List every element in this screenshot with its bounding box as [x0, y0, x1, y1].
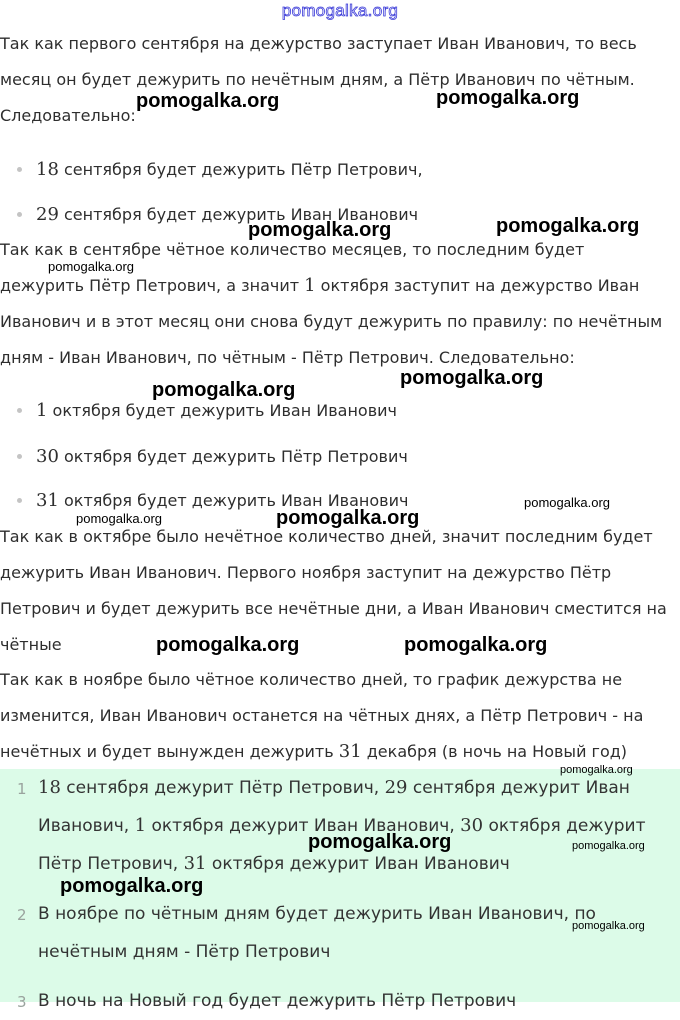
answer-index: 2 [17, 906, 27, 924]
list-item-text: сентября будет дежурить Пётр Петрович, [58, 160, 423, 179]
answer-segment: октября дежурит Иван Иванович, [146, 816, 461, 836]
paragraph-2-text: Так как в сентябре чётное количество месяцев, то последним будет дежурить Пётр Петрович, а значит [0, 240, 585, 295]
paragraph-2-rest: октября заступит на дежурство Иван Иванович и в этот месяц они снова будут дежурить по правилу: по нечётным дням - Иван Иванович, по чётным - Пётр Петрович. Следовательно: [0, 276, 663, 367]
watermark: pomogalka.org [560, 764, 633, 776]
answer-segment: сентября дежурит Иван Иванович, [38, 778, 630, 836]
list-item-text: октября будет дежурить Иван Иванович [47, 401, 397, 420]
bullet-icon [17, 454, 22, 459]
list-item-text: октября будет дежурить Пётр Петрович [58, 447, 408, 466]
answer-segment: сентября дежурит Пётр Петрович, [60, 778, 385, 798]
answer-text [38, 769, 650, 883]
watermark: pomogalka.org [248, 219, 392, 241]
paragraph-2-number: 1 [304, 275, 316, 296]
answer-text: В ночь на Новый год будет дежурить Пётр Петрович [38, 991, 517, 1011]
watermark: pomogalka.org [276, 507, 420, 529]
watermark: pomogalka.org [436, 87, 580, 109]
watermark: pomogalka.org [136, 90, 280, 112]
answer-segment: октября дежурит Пётр Петрович, [38, 816, 646, 874]
bullet-icon [17, 212, 22, 217]
watermark: pomogalka.org [60, 875, 204, 897]
answer-text: В ноябре по чётным дням будет дежурить Иван Иванович, по нечётным дням - Пётр Петрович [38, 904, 596, 962]
list-item [17, 159, 667, 181]
watermark: pomogalka.org [156, 634, 300, 656]
list-item-text: сентября будет дежурить Иван Иванович [58, 205, 419, 224]
list-item-number: 31 [36, 490, 59, 511]
answer-number: 30 [460, 815, 484, 836]
list-item-number: 29 [36, 204, 59, 225]
bullet-icon [17, 167, 22, 172]
paragraph-4-text: Так как в ноябре было чётное количество дней, то график дежурства не изменится, Иван Иванович останется на чётных днях, а Пётр Петрович - на нечётных и будет вынужден дежурить [0, 670, 644, 761]
answer-number: 29 [384, 777, 408, 798]
answer-index: 3 [17, 993, 27, 1011]
watermark: pomogalka.org [524, 495, 610, 510]
list-item [17, 400, 667, 422]
answer-number: 31 [183, 853, 207, 874]
bullet-icon [17, 498, 22, 503]
paragraph-2 [0, 232, 672, 376]
paragraph-4 [0, 662, 672, 770]
answer-number: 18 [38, 777, 61, 798]
watermark: pomogalka.org [572, 920, 645, 932]
paragraph-3: Так как в октябре было нечётное количество дней, значит последним будет дежурить Иван Иванович. Первого ноября заступит на дежурство Пётр Петрович и будет дежурить все нечётные дни, а Иван Иванович сместится на чётные [0, 527, 667, 654]
answer-index: 1 [17, 780, 27, 798]
list-item-text: октября будет дежурить Иван Иванович [58, 491, 409, 510]
watermark: pomogalka.org [496, 215, 640, 237]
paragraph-4-rest: декабря (в ночь на Новый год) [361, 742, 628, 761]
watermark: pomogalka.org [308, 831, 452, 853]
watermark: pomogalka.org [572, 840, 645, 852]
watermark: pomogalka.org [76, 511, 162, 526]
list-item-number: 30 [36, 446, 59, 467]
bullet-icon [17, 408, 22, 413]
watermark: pomogalka.org [48, 259, 134, 274]
answer-segment: октября дежурит Иван Иванович [206, 854, 510, 874]
list-item-number: 1 [36, 400, 48, 421]
answer-number: 1 [134, 815, 147, 836]
watermark: pomogalka.org [404, 634, 548, 656]
list-item-number: 18 [36, 159, 59, 180]
watermark: pomogalka.org [152, 379, 296, 401]
watermark: pomogalka.org [400, 367, 544, 389]
paragraph-4-number: 31 [338, 741, 362, 762]
site-title[interactable]: pomogalka.org [281, 1, 399, 20]
list-item [17, 446, 667, 468]
paragraph-1: Так как первого сентября на дежурство заступает Иван Иванович, то весь месяц он будет дежурить по нечётным дням, а Пётр Иванович по чётным. Следовательно: [0, 34, 637, 125]
